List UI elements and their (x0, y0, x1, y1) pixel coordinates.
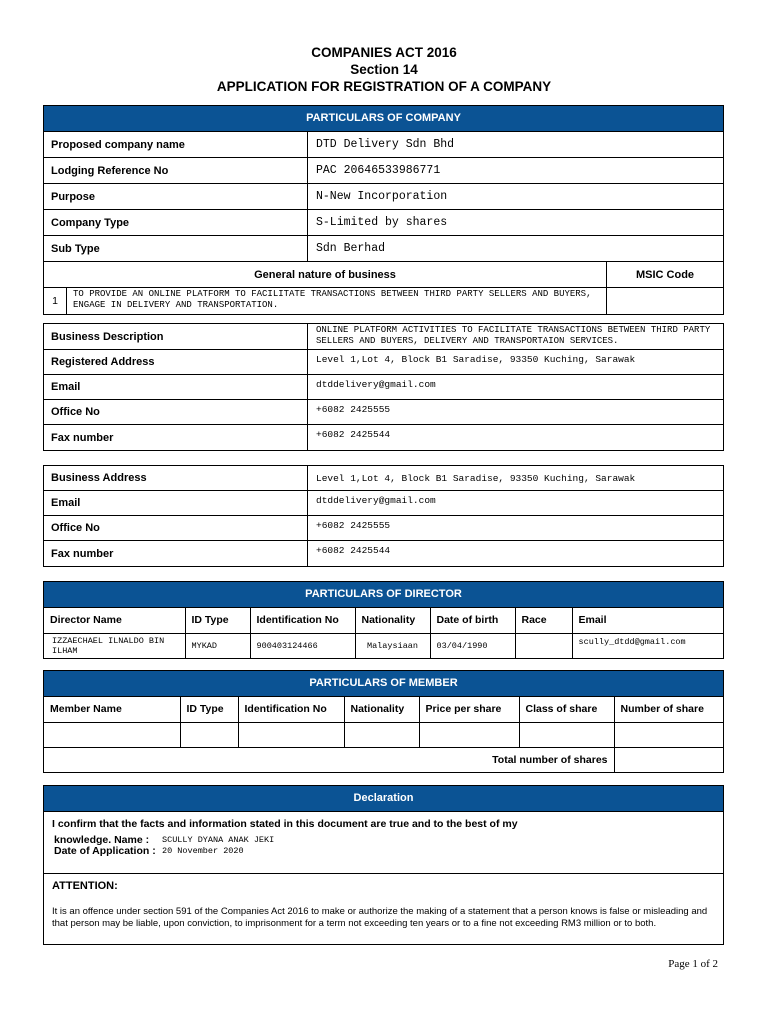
column-header: Date of birth (430, 608, 515, 633)
declaration-title: Declaration (44, 786, 723, 812)
row-value: Sdn Berhad (316, 242, 386, 255)
business-row (44, 466, 723, 491)
registered-row (44, 324, 723, 350)
section-title: Section 14 (350, 62, 418, 77)
row-label: Email (44, 491, 308, 515)
director-email: scully_dtdd@gmail.com (572, 633, 723, 658)
member-section-title: PARTICULARS OF MEMBER (44, 671, 723, 697)
declaration-statement: I confirm that the facts and information stated in this document are true and to the best of my (52, 818, 518, 830)
business-row (44, 541, 723, 566)
registered-row (44, 375, 723, 400)
declarant-name-value: SCULLY DYANA ANAK JEKI (162, 835, 275, 845)
column-header: Director Name (44, 608, 185, 633)
director-id-no: 900403124466 (250, 633, 355, 658)
attention-label: ATTENTION: (52, 880, 118, 892)
company-row (44, 184, 723, 210)
business-section (43, 465, 724, 567)
row-label: Company Type (44, 210, 308, 235)
column-header: ID Type (185, 608, 250, 633)
member-cell (238, 722, 344, 747)
nature-header-row (44, 262, 723, 288)
row-value: +6082 2425555 (316, 404, 391, 415)
row-label: Purpose (44, 184, 308, 209)
column-header: Member Name (44, 697, 180, 722)
column-header: Class of share (519, 697, 614, 722)
column-header: Nationality (344, 697, 419, 722)
column-header: Price per share (419, 697, 519, 722)
row-value: PAC 20646533986771 (316, 164, 441, 177)
row-label: Business Address (44, 466, 308, 490)
director-section (43, 581, 724, 659)
registered-section (43, 323, 724, 451)
nature-text: TO PROVIDE AN ONLINE PLATFORM TO FACILITATE TRANSACTIONS BETWEEN THIRD PARTY SELLERS AND BUYERS, ENGAGE IN DELIVERY AND TRANSPORTATION. (67, 288, 607, 314)
row-value: dtddelivery@gmail.com (316, 379, 436, 390)
member-cell (344, 722, 419, 747)
member-cell (519, 722, 614, 747)
row-label: Registered Address (44, 350, 308, 374)
director-race (515, 633, 572, 658)
member-cell (419, 722, 519, 747)
director-table (44, 608, 723, 658)
director-id-type: MYKAD (185, 633, 250, 658)
column-header: Race (515, 608, 572, 633)
table-row (44, 722, 723, 747)
company-section (43, 105, 724, 315)
application-date-label: Date of Application : (54, 845, 156, 857)
director-dob: 03/04/1990 (430, 633, 515, 658)
director-name: IZZAECHAEL ILNALDO BIN ILHAM (44, 633, 185, 658)
application-date-value: 20 November 2020 (162, 846, 244, 856)
row-value: +6082 2425544 (316, 545, 391, 556)
column-header: Number of share (614, 697, 723, 722)
row-label: Email (44, 375, 308, 399)
row-value: N-New Incorporation (316, 190, 448, 203)
company-row (44, 132, 723, 158)
director-nationality: Malaysiaan (355, 633, 430, 658)
declaration-body (44, 812, 723, 874)
application-date-line (44, 846, 723, 857)
company-row (44, 158, 723, 184)
row-value: DTD Delivery Sdn Bhd (316, 138, 455, 151)
registered-row (44, 350, 723, 375)
row-label: Fax number (44, 541, 308, 566)
nature-row (44, 288, 723, 314)
registered-row (44, 425, 723, 450)
msic-value (607, 288, 723, 314)
page-number: Page 1 of 2 (668, 958, 718, 970)
document-header (0, 44, 768, 95)
row-label: Sub Type (44, 236, 308, 261)
member-table (44, 697, 723, 772)
row-value: dtddelivery@gmail.com (316, 495, 436, 506)
row-label: Office No (44, 400, 308, 424)
row-value: +6082 2425555 (316, 520, 391, 531)
company-section-title: PARTICULARS OF COMPANY (44, 106, 723, 132)
row-value: Level 1,Lot 4, Block B1 Saradise, 93350 Kuching, Sarawak (316, 354, 636, 365)
row-value: Level 1,Lot 4, Block B1 Saradise, 93350 Kuching, Sarawak (316, 473, 636, 484)
total-row (44, 747, 723, 772)
company-row (44, 210, 723, 236)
declarant-name-label: knowledge. Name : (54, 834, 150, 846)
column-header: ID Type (180, 697, 238, 722)
row-label: Business Description (44, 324, 308, 349)
row-label: Office No (44, 516, 308, 540)
registered-row (44, 400, 723, 425)
business-row (44, 516, 723, 541)
nature-number: 1 (44, 288, 67, 314)
row-value: +6082 2425544 (316, 429, 391, 440)
declaration-section (43, 785, 724, 945)
total-shares-label: Total number of shares (44, 747, 614, 772)
form-title: APPLICATION FOR REGISTRATION OF A COMPANY (216, 79, 552, 94)
column-header: Identification No (250, 608, 355, 633)
nature-header: General nature of business (44, 262, 607, 287)
member-header-row (44, 697, 723, 722)
row-label: Fax number (44, 425, 308, 450)
company-row (44, 236, 723, 262)
row-value: S-Limited by shares (316, 216, 448, 229)
member-cell (44, 722, 180, 747)
attention-text: It is an offence under section 591 of the Companies Act 2016 to make or authorize the making of a statement that a person knows is false or misleading and that person may be liable, upon conviction, to imprisonment for a term not exceeding ten years or to a fine not exceeding RM3 million or to both. (52, 906, 708, 929)
director-section-title: PARTICULARS OF DIRECTOR (44, 582, 723, 608)
msic-header: MSIC Code (635, 268, 695, 281)
column-header: Nationality (355, 608, 430, 633)
director-header-row (44, 608, 723, 633)
table-row (44, 633, 723, 658)
column-header: Email (572, 608, 723, 633)
business-row (44, 491, 723, 516)
member-section (43, 670, 724, 773)
row-label: Lodging Reference No (44, 158, 308, 183)
row-label: Proposed company name (44, 132, 308, 157)
member-cell (180, 722, 238, 747)
column-header: Identification No (238, 697, 344, 722)
member-cell (614, 722, 723, 747)
row-value: ONLINE PLATFORM ACTIVITIES TO FACILITATE TRANSACTIONS BETWEEN THIRD PARTY SELLERS AND BUYERS, DELIVERY AND TRANSPORTAION SERVICES. (316, 325, 711, 346)
total-shares-value (614, 747, 723, 772)
act-title: COMPANIES ACT 2016 (311, 45, 457, 60)
